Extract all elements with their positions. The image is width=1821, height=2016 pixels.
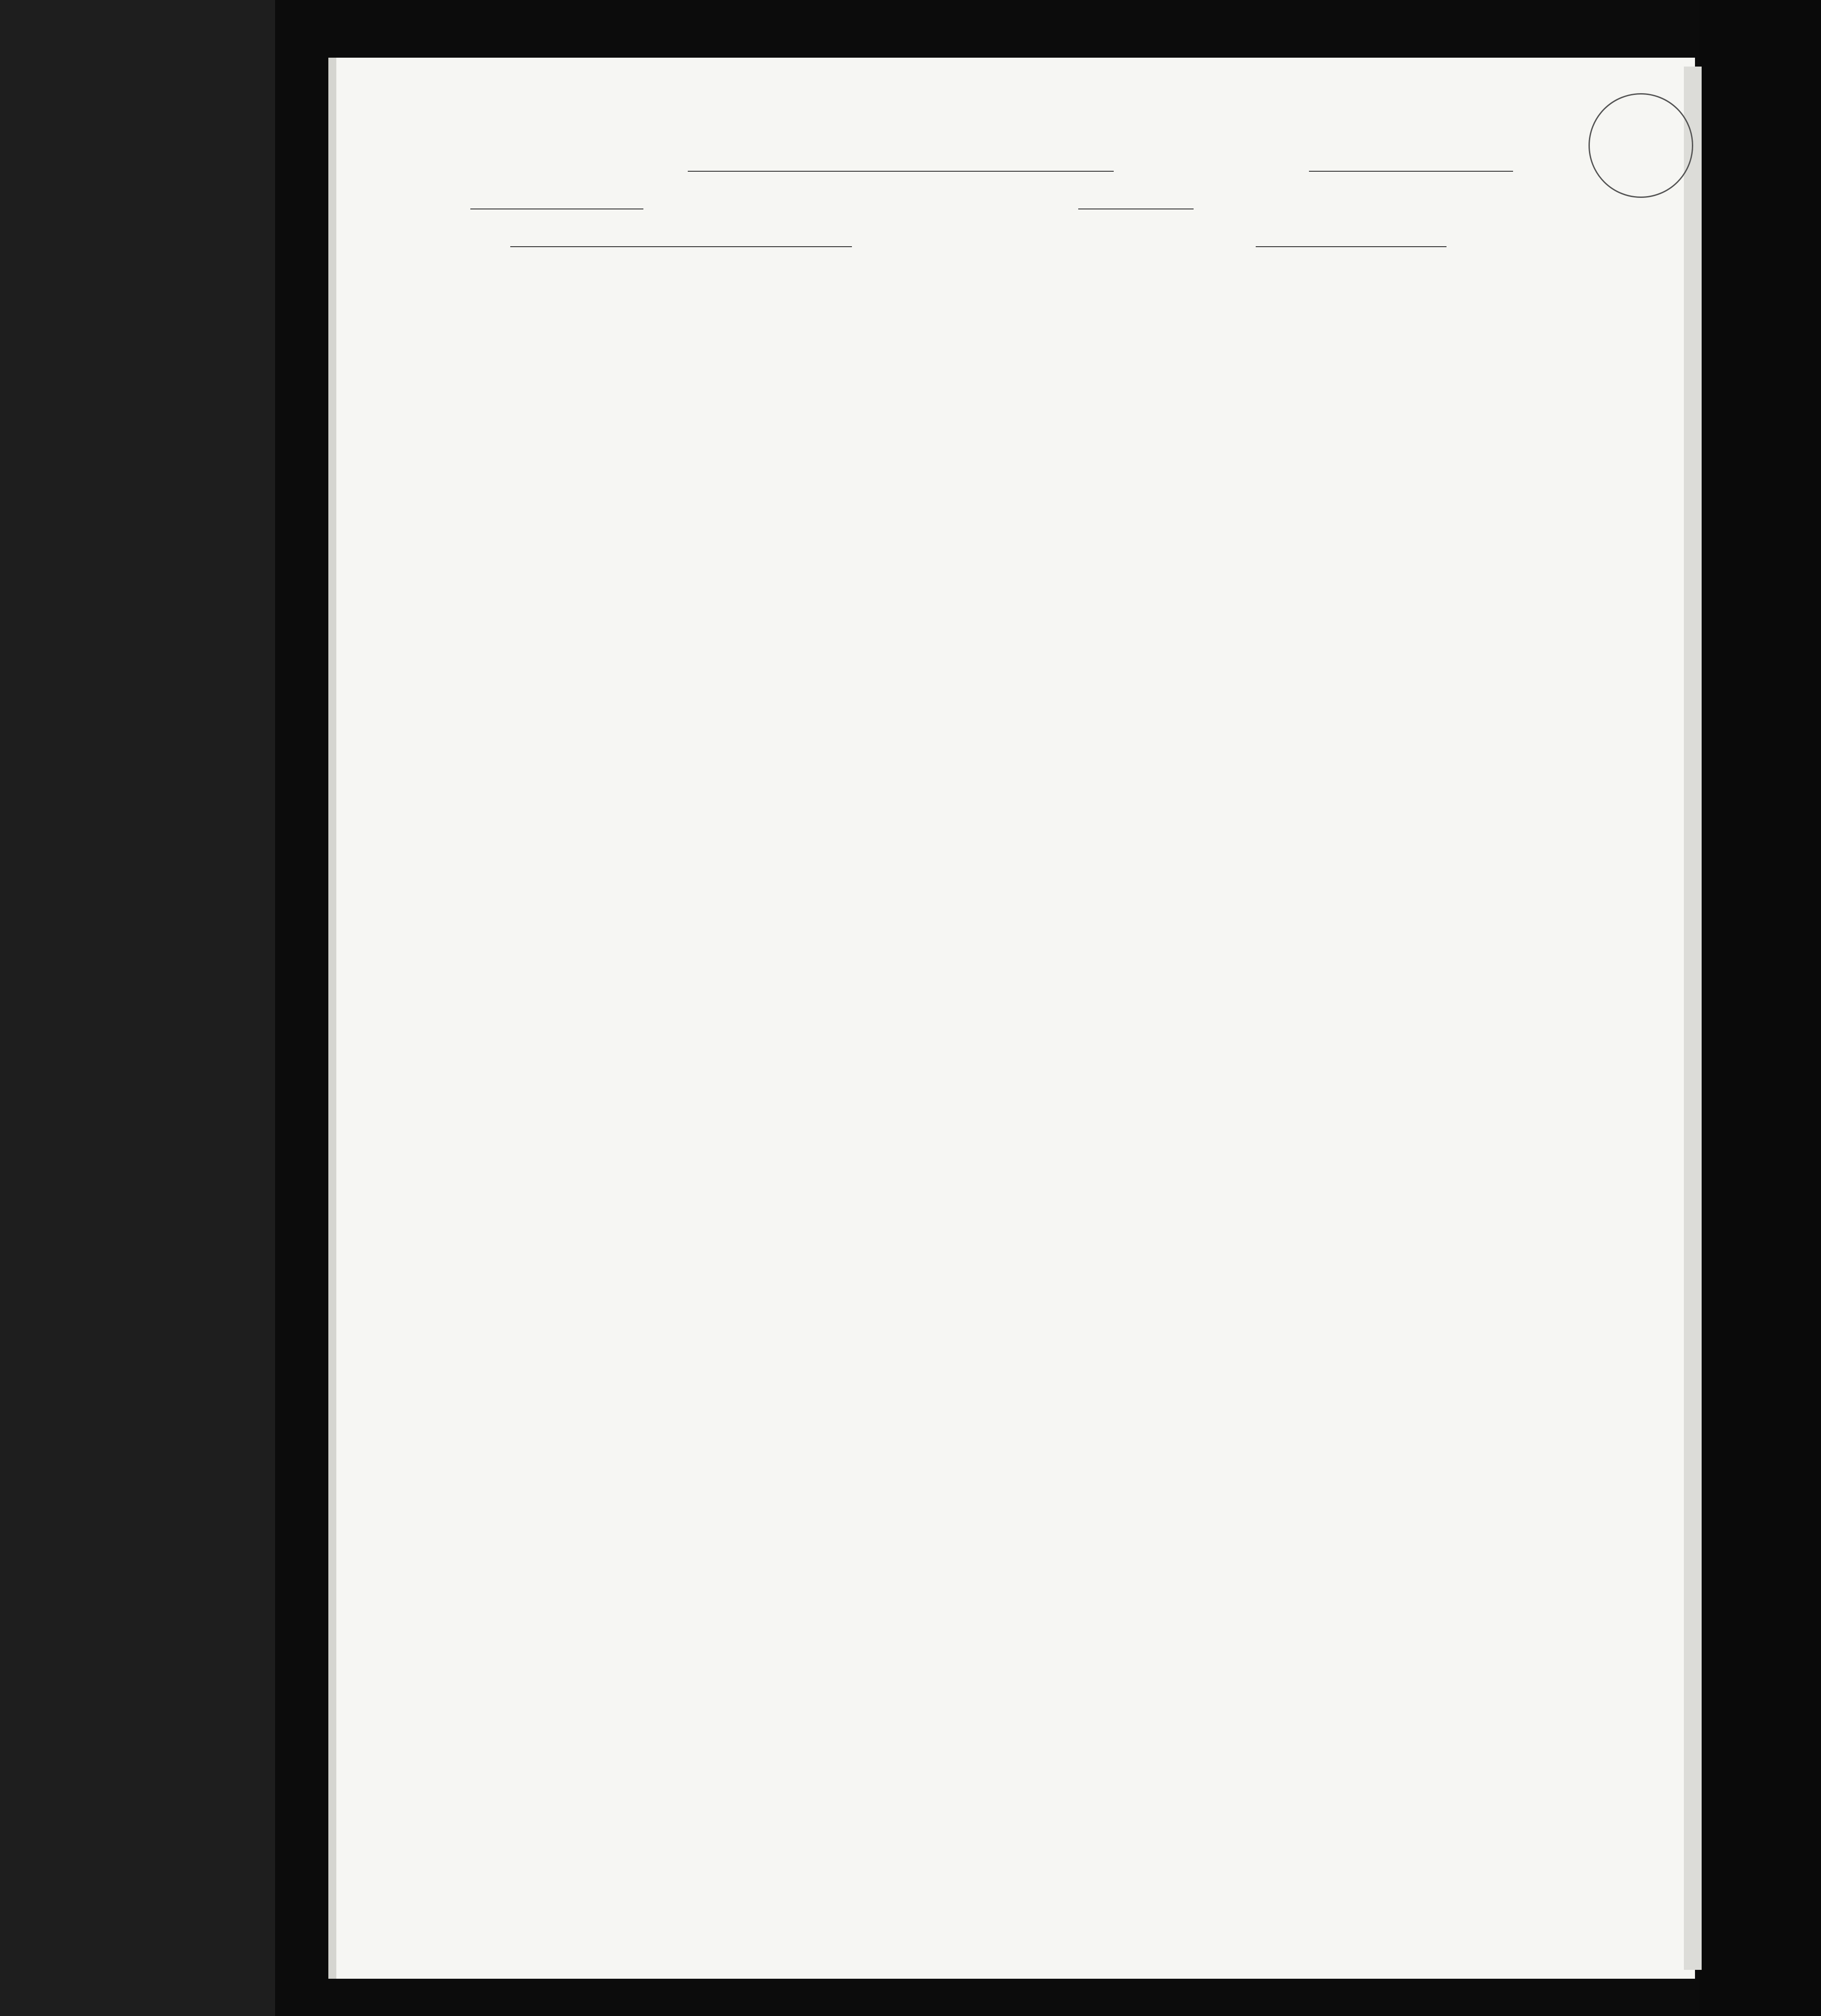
page-edge [1684, 67, 1702, 1970]
film-border-right [1699, 0, 1821, 2016]
film-border-left [0, 0, 275, 2016]
post-office-underline [510, 246, 852, 247]
archive-stamp [1588, 93, 1693, 198]
county-underline [1309, 171, 1513, 172]
census-page [328, 58, 1695, 1979]
marshal-underline [1256, 246, 1447, 247]
place-underline [688, 171, 1114, 172]
page-binding [328, 58, 336, 1979]
